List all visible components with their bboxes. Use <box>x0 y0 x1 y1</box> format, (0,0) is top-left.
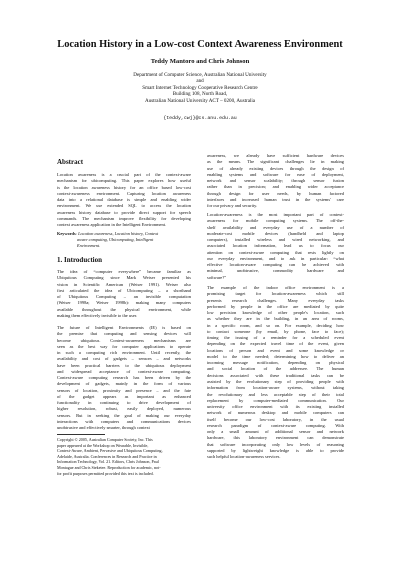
keywords <box>57 231 191 249</box>
text-line: promising target for location-awareness which still <box>207 291 344 297</box>
text-line: of the gadget appears as important as enhanced <box>57 393 191 399</box>
text-line: decisions associated with these traditional tasks can be <box>207 372 344 378</box>
text-line: the revolutionary and less acceptable step of their total <box>207 391 344 397</box>
text-line: Montague and Chris Steketee. Reproduction for academic, not- <box>57 464 161 470</box>
text-line: mechanism for ubicomputing. This paper explores how useful <box>57 178 191 184</box>
text-line: first articulated the idea of Ubicomputing – a shorthand <box>57 287 191 293</box>
text-line: to contact someone (by email, by phone, face to face); <box>207 328 344 334</box>
text-line: computers), installed wireless and wired networking, and <box>207 237 344 243</box>
text-line: assisted by the evolutionary step of providing people with <box>207 378 344 384</box>
text-line: in such a computing rich environment. Until recently, the <box>57 350 191 356</box>
text-line: such helpful location-awareness services. <box>207 454 281 460</box>
text-line: higher resolution, robust, easily deployed, numerous <box>57 406 191 412</box>
text-line: have been practical barriers to the ubiquitous deployment <box>57 362 191 368</box>
text-line: only a small amount of additional sensor and network <box>207 429 344 435</box>
text-line: university office environment with its existing installed <box>207 404 344 410</box>
text-line: unobtrusive and effectively smarter, through context <box>57 425 150 431</box>
text-line: available throughout the physical environment, while <box>57 306 191 312</box>
text-line: moderate-cost mobile devices (handheld and laptop <box>207 230 344 236</box>
keywords-text: aware computing, Ubicomputing, Intelligent <box>77 237 154 242</box>
text-line: context awareness application in the Intelligent Environment. <box>57 222 167 228</box>
text-line: commands. The mechanism improve flexibility for developing <box>57 215 191 221</box>
text-line: effective location-aware computing can be achieved with <box>207 262 344 268</box>
keywords-label: Keywords <box>57 231 76 236</box>
keywords-text: : Location awareness, Location history, Context <box>75 231 159 236</box>
introduction-paragraph <box>57 325 191 432</box>
text-line: network of numerous desktop and mobile computers can <box>207 410 344 416</box>
text-line: awareness, we already have sufficient hardware devices <box>207 153 344 158</box>
text-line: functionality in continuing to drive development of <box>57 400 191 406</box>
text-line: our everyday environment, and to ask in particular: “what <box>207 255 344 261</box>
text-line: through design for user needs, by human factored <box>207 190 344 196</box>
text-line: and social location of the addressee. The human <box>207 366 344 372</box>
text-line: paper appeared at the Workshop on Wearable, Invisible, <box>57 442 149 448</box>
body-paragraph <box>207 153 344 209</box>
affiliation-line: Department of Computer Science, Australian National University <box>133 72 267 78</box>
text-line: software?” <box>207 274 227 280</box>
text-line: is the location awareness history for an office based low-cost <box>57 184 191 190</box>
text-line: supported by lightweight knowledge is able to provide <box>207 447 344 453</box>
text-line: development of gadgets, mainly in the form of various <box>57 381 191 387</box>
text-line: and widespread acceptance of context-aware computing. <box>57 368 191 374</box>
text-line: for our privacy and security. <box>207 203 258 209</box>
abstract-heading: Abstract <box>57 158 84 166</box>
text-line: Copyright © 2005, Australian Computer Society, Inc. This <box>57 437 153 442</box>
text-line: enabling systems and software for ease of deployment, <box>207 171 344 177</box>
text-line: low precision knowledge of other people's location, such <box>207 310 344 316</box>
text-line: incoming message notification, depending on physical <box>207 360 344 366</box>
text-line: vision in Scientific American (Weiser 1991). Weiser also <box>57 281 191 287</box>
text-line: rather than in precision; and enabling wider acceptance <box>207 184 344 190</box>
affiliation-line: Building 108, North Road, <box>172 91 228 98</box>
text-line: The example of the indoor office environment is a <box>207 285 344 290</box>
text-line: itself become our low-cost laboratory, in the usual <box>207 416 344 422</box>
text-line: use of already existing devices through the design of <box>207 165 344 171</box>
text-line: that software incorporating only low levels of reasoning <box>207 441 344 447</box>
paper-authors: Teddy Mantoro and Chris Johnson <box>150 58 250 65</box>
author-affiliation <box>30 72 370 104</box>
author-email: {teddy,cwj}@cs.anu.edu.au <box>163 116 237 121</box>
text-line: sensors. But in seeking the goal of making our everyday <box>57 412 191 418</box>
text-line: of Ubiquitous Computing – an invisible computation <box>57 294 191 300</box>
text-line: Context-aware computing research has been driven by the <box>57 375 191 381</box>
text-line: model to the time needed; determining how to deliver an <box>207 353 344 359</box>
text-line: presents research challenges. Many everyday tasks <box>207 297 344 303</box>
text-line: availability and cost of gadgets – sensors – and networks <box>57 356 191 362</box>
text-line: sensors of location, proximity and presence – and the fate <box>57 387 191 393</box>
affiliation-line: Australian National University ACT – 0200, Australia <box>144 97 256 104</box>
text-line: hardware, this laboratory environment can demonstrate <box>207 435 344 441</box>
copyright-notice <box>57 437 191 476</box>
text-line: environment. We use extended SQL to access the location <box>57 203 191 209</box>
text-line: The future of Intelligent Environments (IE) is based on <box>57 325 191 330</box>
text-line: become ubiquitous. Context-awareness mechanisms are <box>57 337 191 343</box>
text-line: as the means. The significant challenges lie in making <box>207 159 344 165</box>
text-line: awareness history database to provide direct support for speech <box>57 209 191 215</box>
affiliation-line: Smart Internet Technology Cooperative Research Centre <box>142 84 258 91</box>
text-line: network and sensor scalability; through sensor fusion <box>207 178 344 184</box>
body-paragraph <box>207 212 344 281</box>
text-line: (Weiser 1998a; Weiser 1998b): making many computers <box>57 300 191 306</box>
text-line: information from location-aware systems, without taking <box>207 385 344 391</box>
text-line: as whether they are in the building, in an area of rooms, <box>207 316 344 322</box>
text-line: timing the issuing of a reminder for a scheduled event <box>207 335 344 341</box>
text-line: context-awareness environment. Capturing location awareness <box>57 190 191 196</box>
keywords-text: Environment. <box>77 243 101 248</box>
text-line: Ubiquitous Computing since Mark Weiser presented his <box>57 275 191 281</box>
text-line: interfaces and increased human trust in the systems' care <box>207 196 344 202</box>
text-line: Context-Aware, Ambient, Pervasive and Ubiquitous Computing, <box>57 448 163 454</box>
introduction-paragraph <box>57 269 191 319</box>
text-line: Information Technology, Vol. 21. Editors, Chris Johnson, Paul <box>57 459 159 465</box>
text-line: data into a relational database is simple and enabling wider <box>57 197 191 203</box>
text-line: Adelaide, Australia. Conferences in Research and Practice in <box>57 453 157 459</box>
text-line: locations of person and event and some knowledge or <box>207 347 344 353</box>
body-paragraph <box>207 285 344 460</box>
text-line: The idea of “computer everywhere” became familiar as <box>57 269 191 274</box>
introduction-heading: 1. Introduction <box>57 256 102 264</box>
text-line: in a specific room, and so on. For example, deciding how <box>207 322 344 328</box>
paper-title: Location History in a Low-cost Context Awareness Environment <box>57 39 343 50</box>
text-line: research paradigm of context-aware computing. With <box>207 422 344 428</box>
text-line: seen as the best way for computer applications to operate <box>57 343 191 349</box>
text-line: shelf availability and everyday use of a number of <box>207 224 344 230</box>
footnote-rule <box>57 434 105 435</box>
text-line: making them effectively invisible to the user. <box>57 312 138 318</box>
abstract-body <box>57 172 191 228</box>
text-line: Location-awareness is the most important part of context- <box>207 212 344 217</box>
text-line: depending on the expected travel time of the event, given <box>207 341 344 347</box>
text-line: the premise that computing and sensing devices will <box>57 331 191 337</box>
affiliation-line: and <box>196 78 204 85</box>
text-line: attention on context-aware computing that rests lightly on <box>207 249 344 255</box>
text-line: for profit purposes permitted provided this text is included. <box>57 470 154 476</box>
text-line: interactions with computers and communications devices <box>57 418 191 424</box>
text-line: Location awareness is a crucial part of the context-aware <box>57 172 191 177</box>
text-line: performed by people in the office are mediated by quite <box>207 303 344 309</box>
text-line: minimal, unobtrusive, commodity hardware and <box>207 268 344 274</box>
text-line: associated location information, lead us to focus our <box>207 243 344 249</box>
text-line: awareness for mobile computing systems. The off-the- <box>207 218 344 224</box>
text-line: replacement by computer-mediated communication. Our <box>207 397 344 403</box>
